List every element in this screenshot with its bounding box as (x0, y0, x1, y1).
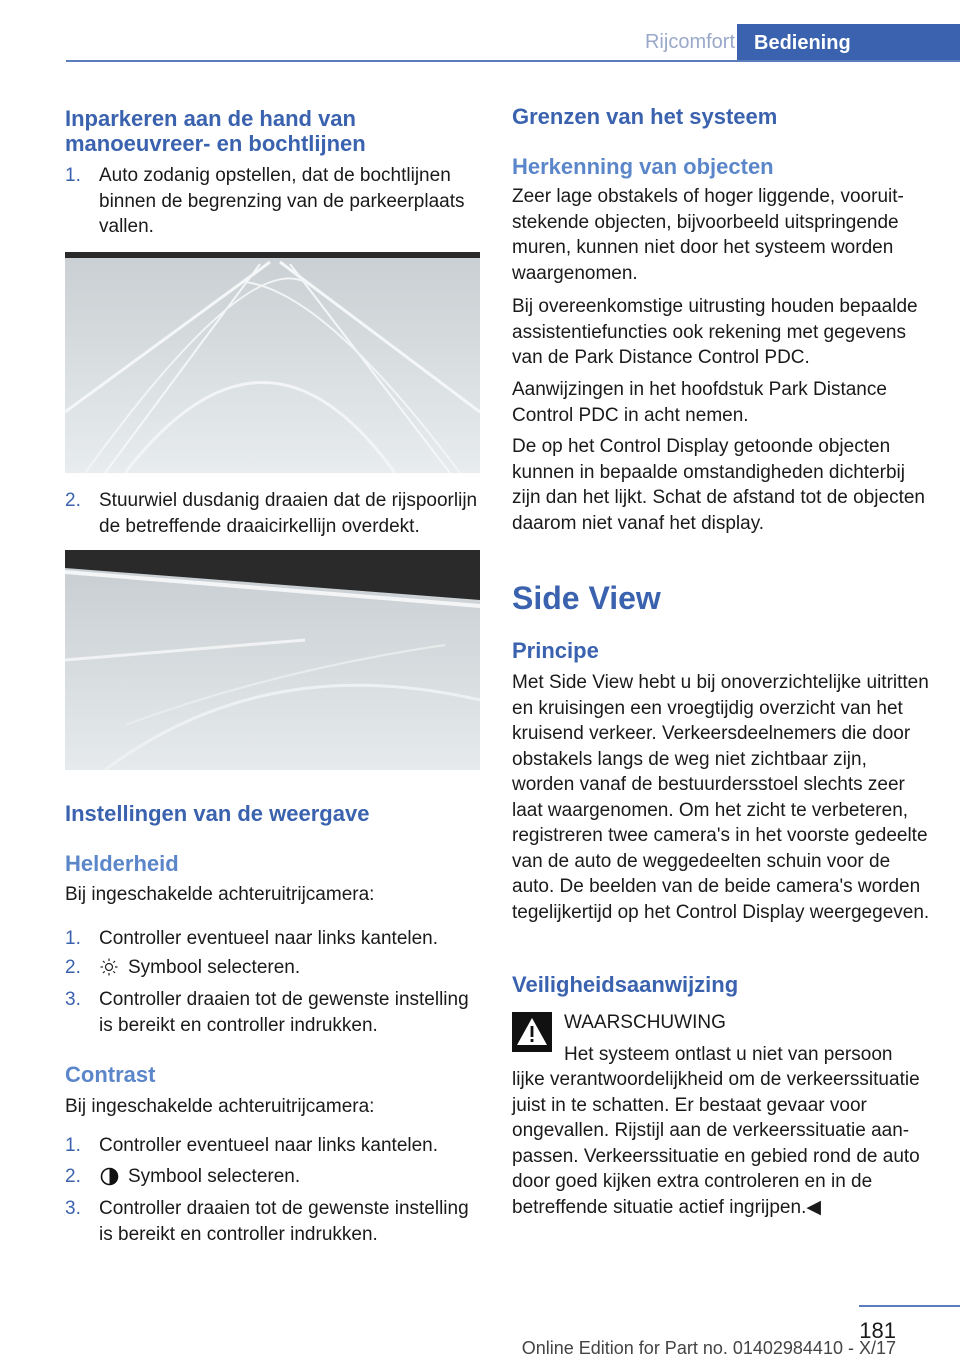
paragraph: Bij overeenkomstige uitrusting houden bepaalde assistentiefuncties ook rekening met gegevens van de Park Distance Control PDC. (512, 296, 918, 368)
heading-herkenning: Herkenning van objecten (512, 154, 774, 179)
heading-inparkeren: Inparkeren aan de hand van manoeuvreer- en bochtlijnen (65, 106, 366, 156)
contrast-intro: Bij ingeschakelde achteruitrijcamera: (65, 1096, 375, 1117)
list-number: 1. (65, 928, 81, 949)
heading-principe: Principe (512, 638, 599, 663)
heading-grenzen: Grenzen van het systeem (512, 104, 778, 129)
list-number: 3. (65, 1198, 81, 1219)
list-number: 1. (65, 1135, 81, 1156)
step-text: Stuurwiel dusdanig draaien dat de rijspoorlijn de betreffende draaicirkellijn overdekt. (99, 490, 478, 537)
camera-image-guidelines (65, 252, 480, 473)
contrast-icon (100, 1167, 119, 1186)
helderheid-intro: Bij ingeschakelde achteruitrijcamera: (65, 884, 375, 905)
list-text: Controller eventueel naar links kantelen. (99, 928, 439, 949)
step-number: 2. (65, 490, 81, 511)
list-number: 2. (65, 957, 81, 978)
brightness-icon (100, 958, 118, 976)
list-text: Controller eventueel naar links kantelen. (99, 1135, 439, 1156)
header-tab-rijcomfort[interactable]: Rijcomfort (644, 31, 735, 53)
step-text: Auto zodanig opstellen, dat de bochtlijnen binnen de begrenzing van de parkeerplaats vallen. (99, 165, 465, 237)
header-tab-bediening[interactable]: Bediening (737, 24, 960, 62)
list-text: Symbool selecteren. (128, 957, 301, 978)
list-text: Controller draaien tot de gewenste instelling is bereikt en controller indrukken. (99, 989, 469, 1036)
list-text: Symbool selecteren. (128, 1166, 301, 1187)
step-number: 1. (65, 165, 81, 186)
warning-triangle-icon (512, 1012, 552, 1052)
warning-title: WAARSCHUWING (564, 1012, 726, 1033)
edition-note: Online Edition for Part no. 01402984410 - X/17 (521, 1338, 896, 1358)
heading-side-view: Side View (512, 580, 661, 616)
warning-text-first: Het systeem ontlast u niet van persoon (564, 1044, 893, 1065)
list-number: 2. (65, 1166, 81, 1187)
header-rule (66, 60, 960, 62)
paragraph: Zeer lage obstakels of hoger liggende, vooruitstekende objecten, bijvoorbeeld uitspringende muren, kunnen niet door het systeem worden waargenomen. (512, 186, 904, 284)
paragraph: Met Side View hebt u bij onoverzichtelijke uitritten en kruisingen een vroegtijdig overzicht van het kruisend verkeer. Verkeersdeelnemers die door obstakels langs de weg niet zichtbaar zijn, worden vanaf de bestuurdersstoel slechts zeer laat waargenomen. Om het zicht te verbeteren, registreren twee camera's in het voorste gedeelte van de auto de weggedeelten schuin voor de auto. De beelden van de beide camera's worden tegelijkertijd op het Control Display weergegeven. (512, 672, 930, 923)
page-number: 181 (859, 1318, 896, 1343)
heading-veiligheid: Veiligheidsaanwijzing (512, 972, 739, 997)
heading-contrast: Contrast (65, 1062, 156, 1087)
footer-rule (859, 1305, 960, 1307)
paragraph: Aanwijzingen in het hoofdstuk Park Distance Control PDC in acht nemen. (512, 379, 887, 426)
camera-image-steering (65, 550, 480, 770)
heading-helderheid: Helderheid (65, 851, 179, 876)
list-text: Controller draaien tot de gewenste instelling is bereikt en controller indrukken. (99, 1198, 469, 1245)
heading-instellingen: Instellingen van de weergave (65, 801, 370, 826)
paragraph: De op het Control Display getoonde objecten kunnen in bepaalde omstandigheden dichterbij zijn dan het lijkt. Schat de afstand tot de objecten daarom niet vanaf het display. (512, 436, 925, 534)
warning-text: lijke verantwoordelijkheid om de verkeerssituatie juist in te schatten. Er bestaat gevaar voor ongevallen. Rijstijl aan de verkeerssituatie aanpassen. Verkeerssituatie en gebied rond de auto door goed kijken extra controleren en in de betreffende situatie actief ingrijpen.◀ (512, 1069, 920, 1218)
list-number: 3. (65, 989, 81, 1010)
